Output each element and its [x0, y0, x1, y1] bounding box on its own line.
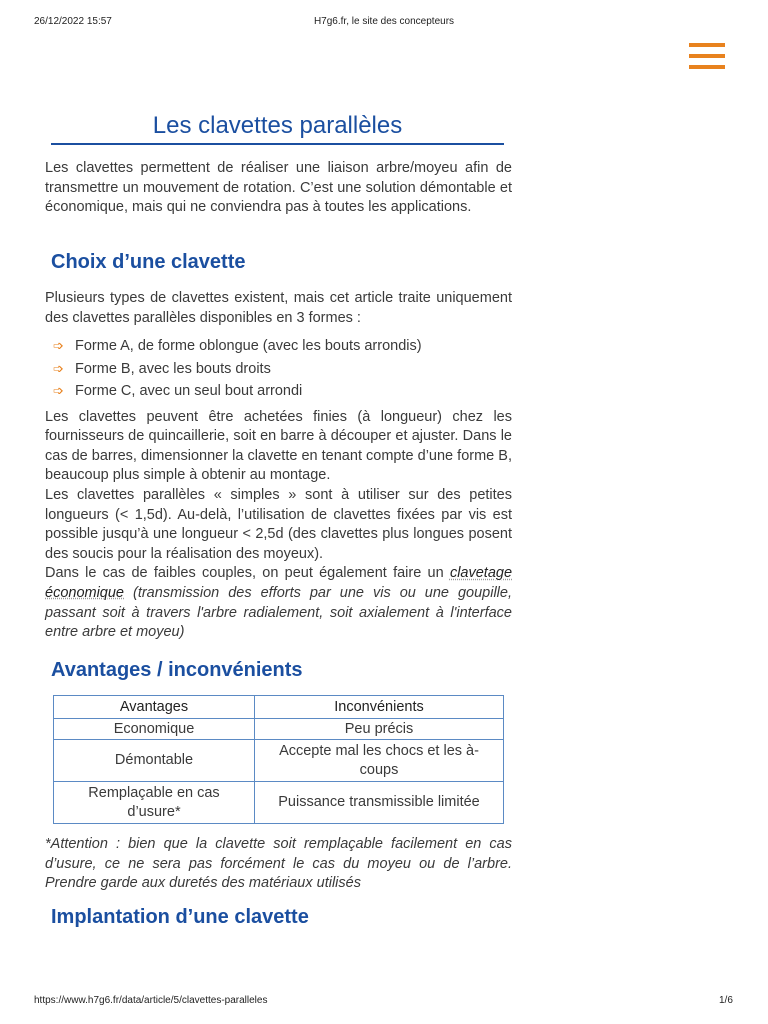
simples-paragraph: Les clavettes parallèles « simples » sont à utiliser sur des petites longueurs (< 1,5d). Au-delà, l’utilisation de clavettes fixées par vis est possible jusqu’à une longueur < 2,5d (des clavettes plus longues posent des soucis pour la réalisation des moyeux).: [45, 487, 512, 562]
intro-block: [45, 159, 512, 218]
print-url: https://www.h7g6.fr/data/article/5/clavettes-paralleles: [34, 995, 268, 1006]
list-item: ➩ Forme C, avec un seul bout arrondi: [45, 380, 512, 403]
forms-list: [45, 335, 512, 403]
table-cell: Peu précis: [255, 719, 504, 740]
table-cell: Démontable: [54, 740, 255, 782]
table-cell: Remplaçable en cas d’usure*: [54, 782, 255, 824]
table-row: [54, 740, 504, 782]
achat-paragraph: Les clavettes peuvent être achetées finies (à longueur) chez les fournisseurs de quincaillerie, soit en barre à découper et ajuster. Dans le cas de barres, dimensionner la clavette en tenant compte d’une forme B, beaucoup plus simple à obtenir au montage.: [45, 408, 512, 484]
clavetage-economique-link[interactable]: clavetage économique: [45, 565, 513, 602]
heading-avantages: Avantages / inconvénients: [51, 659, 303, 681]
list-item: ➩ Forme B, avec les bouts droits: [45, 358, 512, 381]
arrow-bullet-icon: ➩: [53, 338, 64, 354]
arrow-bullet-icon: ➩: [53, 360, 64, 376]
table-cell: Accepte mal les chocs et les à-coups: [255, 740, 504, 782]
arrow-bullet-icon: ➩: [53, 383, 64, 399]
table-header-row: [54, 696, 504, 719]
col-inconvenients: Inconvénients: [255, 696, 504, 719]
choix-block: [45, 289, 512, 643]
couples-paragraph: Dans le cas de faibles couples, on peut également faire un clavetage économique (transmission des efforts par une vis ou une goupille, passant soit à travers l'arbre radialement, soit axialement à l'interface entre arbre et moyeu): [45, 565, 513, 641]
intro-paragraph: Les clavettes permettent de réaliser une liaison arbre/moyeu afin de transmettre un mouvement de rotation. C’est une solution démontable et économique, mais qui ne conviendra pas à toutes les applications.: [45, 160, 512, 216]
print-site-title: H7g6.fr, le site des concepteurs: [313, 16, 455, 27]
table-row: [54, 719, 504, 740]
col-avantages: Avantages: [54, 696, 255, 719]
choix-lead: Plusieurs types de clavettes existent, mais cet article traite uniquement des clavettes parallèles disponibles en 3 formes :: [45, 290, 512, 326]
attention-note: *Attention : bien que la clavette soit remplaçable facilement en cas d’usure, ce ne sera pas forcément le cas du moyeu ou de l’arbre. Prendre garde aux duretés des matériaux utilisés: [45, 836, 512, 892]
print-date: 26/12/2022 15:57: [34, 16, 112, 27]
table-row: [54, 782, 504, 824]
note-block: [45, 835, 512, 894]
heading-choix: Choix d’une clavette: [51, 251, 246, 273]
list-item: ➩ Forme A, de forme oblongue (avec les bouts arrondis): [45, 335, 512, 358]
table-cell: Puissance transmissible limitée: [255, 782, 504, 824]
page-title: Les clavettes parallèles: [51, 112, 504, 145]
table-cell: Economique: [54, 719, 255, 740]
page-number: 1/6: [719, 995, 733, 1006]
avantages-table: [53, 695, 504, 824]
print-header: [0, 16, 768, 30]
heading-implantation: Implantation d’une clavette: [51, 906, 309, 928]
hamburger-menu-icon[interactable]: [689, 43, 725, 69]
